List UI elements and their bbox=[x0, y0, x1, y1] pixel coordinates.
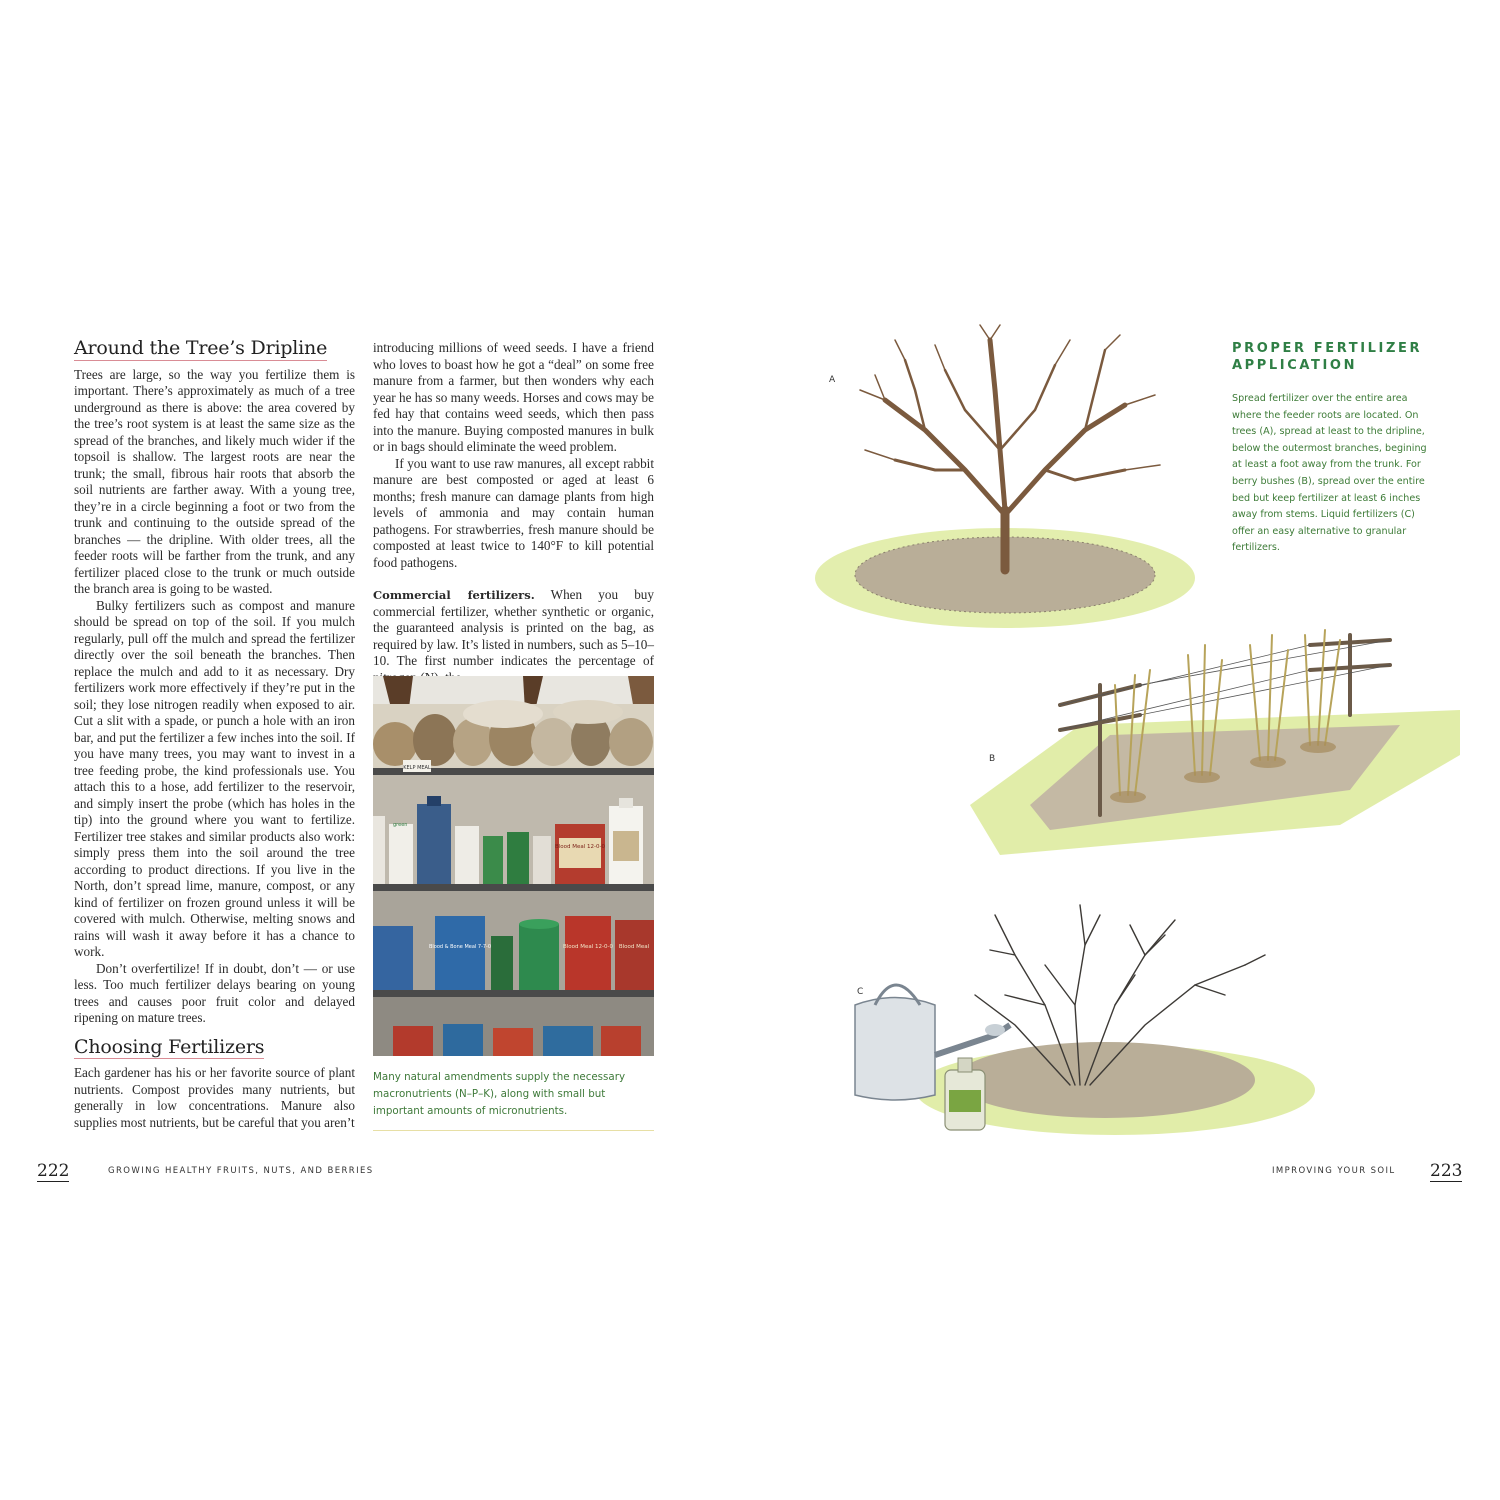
sidebar-text: Spread fertilizer over the entire area where the feeder roots are located. On trees (A), spread at least to the dripline, below the outermost branches, begining at least a foot away from the trunk. For berry bushes (B), spread over the entire bed but keep fertilizer at least 6 inches away from stems. Liquid fertilizers (C) offer an easy alternative to granular fertilizers. bbox=[1232, 393, 1427, 554]
running-head-right: IMPROVING YOUR SOIL bbox=[1272, 1166, 1396, 1176]
tree-illustration bbox=[805, 320, 1215, 640]
paragraph-weed-seeds: introducing millions of weed seeds. I have a friend who loves to boast how he got a “deal” on some free manure from a farmer, but then wonders why each year he has so many weeds. Horses and cows may be fed hay that contains weed seeds, which then pass into the manure. Buying composted manures in bulk or in bags should eliminate the weed problem. bbox=[373, 340, 654, 454]
heading-choosing-fertilizers: Choosing Fertilizers bbox=[74, 1035, 265, 1058]
paragraph-dripline-1: Trees are large, so the way you fertilize them is important. There’s approximately as much of a tree underground as there is above: the area covered by the tree’s root system is at least the same size as the spread of the branches, and likely much wider if the topsoil is shallow. The largest roots are near the trunk; the small, fibrous hair roots that absorb the soil nutrients are farther away. With a young tree, they’re in a circle beginning a foot or two from the trunk and continuing to the outside spread of the branches — the dripline. With older trees, all the feeder roots will be farther from the trunk, and any fertilizer placed close to the trunk or much outside the branch area is going to be wasted. bbox=[74, 366, 355, 596]
figure-label-a: A bbox=[829, 375, 836, 385]
fertilizer-shelves-photo bbox=[373, 676, 654, 1056]
left-column-2 bbox=[373, 340, 654, 686]
paragraph-dripline-2: Bulky fertilizers such as compost and manure should be spread on top of the soil. If you mulch regularly, pull off the mulch and spread the fertilizer directly over the soil beneath the branches. Then replace the mulch and add to it as necessary. Dry fertilizers work more effectively if they’re put in the soil; they lose nitrogen readily when exposed to air. Cut a slit with a spade, or punch a hole with an iron bar, and put the fertilizer a few inches into the soil. If you have many trees, you may want to invest in a tree feeding probe, the kind professionals use. You attach this to a hose, add fertilizer to the reservoir, and simply insert the probe (which has holes in the tip) into the ground where you want to fertilize. Fertilizer tree stakes and similar products also work: simply press them into the soil around the tree according to product directions. If you live in the North, don’t spread lime, manure, compost, or any kind of fertilizer on frozen ground unless it will be covered with mulch. Otherwise, melting snows and rains will wash it away before it has a chance to work. bbox=[74, 597, 355, 959]
kelp-meal-tag: KELP MEAL bbox=[403, 765, 431, 771]
caption-rule bbox=[373, 1130, 654, 1131]
paragraph-choosing-1: Each gardener has his or her favorite source of plant nutrients. Compost provides many nutrients, but generally in low concentrations. Manure also supplies most nutrients, but be careful that you aren’t bbox=[74, 1065, 355, 1130]
page-number-left: 222 bbox=[37, 1161, 70, 1181]
blood-meal-box-3-label: Blood Meal bbox=[618, 944, 650, 950]
berry-bed-illustration bbox=[960, 615, 1470, 890]
figure-label-b: B bbox=[989, 754, 996, 764]
photo-caption: Many natural amendments supply the necessary macronutrients (N–P–K), along with small but important amounts of micronutrients. bbox=[373, 1071, 626, 1117]
sidebar-title: PROPER FERTILIZER APPLICATION bbox=[1232, 341, 1423, 373]
runin-commercial-fertilizers: Commercial fertilizers. bbox=[373, 588, 535, 602]
blood-meal-box-1-label: Blood Meal 12-0-0 bbox=[554, 844, 606, 850]
blood-meal-box-2-label: Blood Meal 12-0-0 bbox=[562, 944, 614, 950]
blood-bone-meal-label: Blood & Bone Meal 7-7-0 bbox=[428, 944, 492, 950]
green-brand-mark: green bbox=[393, 822, 408, 828]
paragraph-raw-manures: If you want to use raw manures, all except rabbit manure are best composted or aged at least 6 months; fresh manure can damage plants from high levels of ammonia and may contain human pathogens. For strawberries, fresh manure should be composted at least twice to 140°F to kill potential food pathogens. bbox=[373, 455, 654, 570]
bush-watering-illustration bbox=[845, 895, 1325, 1145]
page-number-right: 223 bbox=[1430, 1161, 1463, 1181]
running-head-left: GROWING HEALTHY FRUITS, NUTS, AND BERRIES bbox=[108, 1166, 374, 1176]
left-column-1 bbox=[74, 337, 355, 1131]
heading-dripline: Around the Tree’s Dripline bbox=[74, 337, 328, 359]
commercial-fertilizers-text: When you buy commercial fertilizer, whether synthetic or organic, the guaranteed analysis is printed on the bag, as required by law. It’s listed in numbers, such as 5–10–10. The first number indicates the percentage of bbox=[373, 587, 654, 668]
figure-label-c: C bbox=[857, 987, 864, 997]
paragraph-commercial-fertilizers bbox=[373, 587, 654, 686]
paragraph-dripline-3: Don’t overfertilize! If in doubt, don’t — or use less. Too much fertilizer delays bearing on young trees and causes poor fruit color and delayed ripening on mature trees. bbox=[74, 960, 355, 1025]
